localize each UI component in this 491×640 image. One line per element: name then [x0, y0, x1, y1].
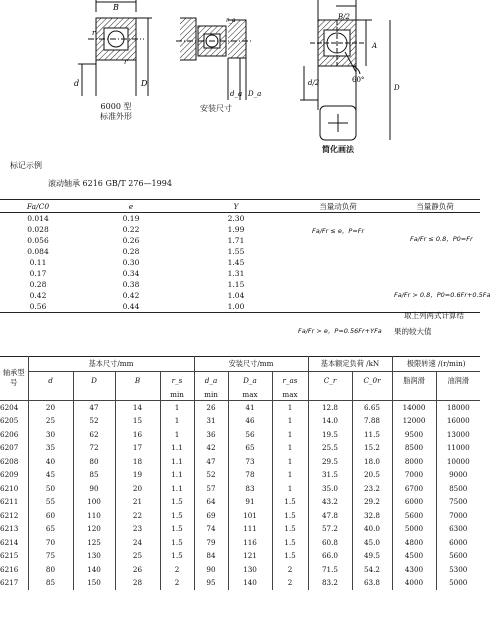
table-cell: 15.2: [352, 441, 392, 455]
load-table-row: [0, 279, 480, 290]
table-cell: 4500: [392, 549, 436, 563]
table-cell: 1.5: [160, 522, 194, 536]
table-cell: 26: [115, 563, 160, 577]
table-cell: 10000: [446, 456, 470, 466]
table-cell: 83.2: [308, 576, 352, 590]
table-cell: 6206: [0, 428, 28, 442]
table-row: [0, 563, 480, 577]
table-cell: 55: [28, 495, 73, 509]
table-cell: 1.5: [272, 549, 308, 563]
table-cell: 70: [28, 536, 73, 550]
table-cell: 69: [194, 509, 228, 523]
cell-e: 0.42: [122, 291, 140, 300]
table-cell: 1: [272, 414, 308, 428]
subheader-unit-4: min: [194, 390, 228, 401]
table-cell: 110: [73, 509, 115, 523]
cell-empty: [286, 268, 390, 279]
table-row: [0, 549, 480, 563]
subheader-8: C_0r: [352, 371, 392, 390]
table-cell: 6700: [392, 482, 436, 496]
table-cell: 1.1: [160, 441, 194, 455]
table-cell: 91: [228, 495, 272, 509]
table-cell: 121: [228, 549, 272, 563]
table-cell: 101: [228, 509, 272, 523]
dyn-formula-2: Fa/Fr > e，P=0.56Fr+YFa: [298, 327, 382, 335]
table-cell: 23.2: [352, 482, 392, 496]
marking-example: 滚动轴承 6216 GB/T 276—1994: [48, 179, 172, 188]
simplified-drawing: [300, 0, 390, 140]
table-cell: 6000: [449, 537, 468, 547]
table-cell: 84: [194, 549, 228, 563]
table-cell: 80: [73, 455, 115, 469]
table-cell: 15: [115, 414, 160, 428]
table-cell: 29.5: [308, 455, 352, 469]
table-cell: 140: [228, 576, 272, 590]
fig1-caption: [88, 102, 144, 122]
table-cell: 19.5: [308, 428, 352, 442]
header-fa-c0: Fa/C0: [0, 200, 76, 213]
table-cell: 1: [160, 414, 194, 428]
table-cell: 2: [160, 576, 194, 590]
table-cell: 6.65: [352, 400, 392, 414]
table-cell: 54.2: [352, 563, 392, 577]
table-cell: 2: [272, 576, 308, 590]
table-cell: 36: [194, 428, 228, 442]
table-cell: 16: [115, 428, 160, 442]
table-cell: 52: [194, 468, 228, 482]
header-speed-limit: 极限转速 /(r/min): [392, 357, 480, 372]
table-cell: 32.8: [352, 509, 392, 523]
table-cell: 63.8: [352, 576, 392, 590]
table-cell: 116: [228, 536, 272, 550]
cell-e: 0.28: [122, 247, 140, 256]
table-cell: 62: [73, 428, 115, 442]
cell-empty: [286, 235, 390, 246]
cell-fa-c0: 0.56: [0, 301, 76, 313]
load-table-row: [0, 268, 480, 279]
table-cell: 24: [115, 536, 160, 550]
cell-empty: [390, 246, 480, 257]
table-cell: 8500: [392, 441, 436, 455]
table-cell: 1.1: [160, 455, 194, 469]
table-cell: 6205: [0, 414, 28, 428]
load-table-row: [0, 257, 480, 268]
table-cell: 1: [160, 400, 194, 414]
cell-y: 1.00: [186, 301, 286, 313]
stat-note-2: 果的较大值: [394, 327, 432, 336]
table-cell: 1: [272, 468, 308, 482]
subheader-1: D: [73, 371, 115, 390]
table-cell: 8500: [449, 483, 468, 493]
table-cell: 41: [228, 400, 272, 414]
table-cell: 100: [73, 495, 115, 509]
table-cell: 1.5: [272, 509, 308, 523]
table-row: [0, 400, 480, 414]
table-cell: 7500: [449, 497, 468, 507]
cell-empty: [390, 257, 480, 268]
table-cell: 65: [228, 441, 272, 455]
table-cell: 1: [272, 482, 308, 496]
table-cell: 45.0: [352, 536, 392, 550]
table-cell: 47.8: [308, 509, 352, 523]
table-cell: 11000: [446, 443, 470, 453]
table-cell: 66.0: [308, 549, 352, 563]
table-cell: 56: [228, 428, 272, 442]
table-cell: 25: [115, 549, 160, 563]
cell-e: 0.44: [76, 301, 186, 313]
table-row: [0, 428, 480, 442]
table-row: [0, 536, 480, 550]
cell-e: 0.34: [122, 269, 140, 278]
table-cell: 95: [194, 576, 228, 590]
label-D-simplified: D: [394, 84, 400, 92]
table-cell: 111: [228, 522, 272, 536]
table-cell: 74: [194, 522, 228, 536]
table-row: [0, 482, 480, 496]
subheader-2: B: [115, 371, 160, 390]
subheader-unit-1: [73, 390, 115, 401]
table-cell: 29.2: [352, 495, 392, 509]
label-60deg: 60°: [352, 76, 365, 84]
table-cell: 28: [115, 576, 160, 590]
table-cell: 7000: [449, 510, 468, 520]
table-cell: 7000: [392, 468, 436, 482]
stat-formula-1: Fa/Fr ≤ 0.8，P0=Fr: [410, 235, 473, 243]
table-cell: 20: [28, 400, 73, 414]
table-cell: 49.5: [352, 549, 392, 563]
subheader-9: 脂润滑: [392, 371, 436, 390]
fig1-caption-line1: 6000 型: [100, 102, 132, 111]
table-cell: 1.5: [160, 509, 194, 523]
table-cell: 5600: [449, 551, 468, 561]
table-cell: 85: [73, 468, 115, 482]
table-row: [0, 509, 480, 523]
fig1-caption-line2: 标准外形: [100, 112, 132, 121]
table-row: [0, 441, 480, 455]
table-cell: 47: [194, 455, 228, 469]
table-cell: 52: [73, 414, 115, 428]
table-cell: 125: [73, 536, 115, 550]
table-cell: 6207: [0, 441, 28, 455]
label-D: D: [141, 79, 148, 88]
header-dynamic-load: 当量动负荷: [286, 200, 390, 213]
cell-fa-c0: 0.084: [27, 247, 49, 256]
subheader-unit-9: [392, 390, 436, 401]
table-cell: 1.5: [272, 536, 308, 550]
table-cell: 43.2: [308, 495, 352, 509]
table-row: [0, 468, 480, 482]
cell-empty: [286, 213, 390, 225]
label-d: d: [74, 79, 80, 88]
cell-y: 1.45: [227, 258, 245, 267]
table-cell: 6215: [0, 549, 28, 563]
cell-empty: [286, 246, 390, 257]
table-cell: 1: [272, 455, 308, 469]
table-cell: 80: [28, 563, 73, 577]
table-cell: 25: [28, 414, 73, 428]
table-cell: 14000: [392, 400, 436, 414]
table-cell: 6214: [0, 536, 28, 550]
table-cell: 85: [28, 576, 73, 590]
marking-heading: 标记示例: [10, 161, 42, 170]
table-cell: 42: [194, 441, 228, 455]
table-cell: 6212: [0, 509, 28, 523]
table-cell: 22: [115, 509, 160, 523]
cell-fa-c0: 0.42: [29, 291, 47, 300]
table-cell: 35: [28, 441, 73, 455]
cell-empty: [286, 301, 390, 313]
table-cell: 60.8: [308, 536, 352, 550]
subheader-7: C_r: [308, 371, 352, 390]
table-cell: 25.5: [308, 441, 352, 455]
table-cell: 50: [28, 482, 73, 496]
table-cell: 14.0: [308, 414, 352, 428]
table-cell: 9000: [449, 470, 468, 480]
subheader-unit-2: [115, 390, 160, 401]
table-cell: 40.0: [352, 522, 392, 536]
table-cell: 1: [272, 441, 308, 455]
table-cell: 5300: [449, 564, 468, 574]
table-cell: 45: [28, 468, 73, 482]
subheader-unit-7: [308, 390, 352, 401]
table-cell: 1: [272, 428, 308, 442]
table-cell: 1.1: [160, 482, 194, 496]
table-cell: 35.0: [308, 482, 352, 496]
table-cell: 71.5: [308, 563, 352, 577]
cell-fa-c0: 0.028: [27, 225, 49, 234]
table-cell: 83: [228, 482, 272, 496]
cell-empty: [286, 257, 390, 268]
cell-fa-c0: 0.014: [27, 214, 49, 223]
cell-y: 1.71: [227, 236, 245, 245]
table-cell: 9500: [392, 428, 436, 442]
load-table-row: [0, 246, 480, 257]
table-cell: 57: [194, 482, 228, 496]
table-cell: 75: [28, 549, 73, 563]
table-cell: 5000: [449, 578, 468, 588]
table-row: [0, 495, 480, 509]
table-cell: 40: [28, 455, 73, 469]
cell-empty: [286, 290, 390, 301]
load-table-row: [0, 224, 480, 235]
table-cell: 47: [73, 400, 115, 414]
table-cell: 79: [194, 536, 228, 550]
stat-note-1: 取上列两式计算结: [404, 311, 464, 320]
table-cell: 23: [115, 522, 160, 536]
load-table-row: [0, 213, 480, 225]
table-row: [0, 522, 480, 536]
table-cell: 1.5: [272, 495, 308, 509]
table-row: [0, 455, 480, 469]
table-cell: 78: [228, 468, 272, 482]
table-cell: 26: [194, 400, 228, 414]
header-static-load: 当量静负荷: [390, 200, 480, 213]
table-cell: 6210: [0, 482, 28, 496]
subheader-4: d_a: [194, 371, 228, 390]
label-ra: r_a: [226, 17, 236, 24]
table-cell: 11.5: [352, 428, 392, 442]
subheader-unit-6: max: [272, 390, 308, 401]
cell-fa-c0: 0.056: [27, 236, 49, 245]
cell-empty: [390, 268, 480, 279]
table-cell: 20: [115, 482, 160, 496]
table-cell: 6217: [0, 576, 28, 590]
cell-fa-c0: 0.11: [29, 258, 47, 267]
stat-formula-2: Fa/Fr > 0.8，P0=0.6Fr+0.5Fa: [394, 291, 491, 299]
label-Da: D_a: [248, 90, 262, 98]
table-cell: 19: [115, 468, 160, 482]
cell-empty: [390, 213, 480, 225]
label-B: B: [113, 3, 119, 12]
cell-e: 0.22: [122, 225, 140, 234]
cell-y: 1.15: [227, 280, 245, 289]
table-cell: 130: [73, 549, 115, 563]
table-cell: 120: [73, 522, 115, 536]
table-cell: 1.5: [272, 522, 308, 536]
table-row: [0, 414, 480, 428]
table-cell: 6208: [0, 455, 28, 469]
table-cell: 64: [194, 495, 228, 509]
label-da: d_a: [230, 90, 243, 98]
header-y: Y: [186, 200, 286, 213]
table-cell: 7.88: [352, 414, 392, 428]
table-cell: 6216: [0, 563, 28, 577]
table-cell: 6209: [0, 468, 28, 482]
label-B2: B/2: [338, 13, 350, 21]
table-cell: 1: [160, 428, 194, 442]
table-cell: 17: [115, 441, 160, 455]
label-r: r: [92, 29, 96, 37]
table-cell: 150: [73, 576, 115, 590]
table-cell: 73: [228, 455, 272, 469]
table-cell: 18: [115, 455, 160, 469]
table-cell: 6300: [449, 524, 468, 534]
table-cell: 1.1: [160, 468, 194, 482]
table-cell: 4800: [392, 536, 436, 550]
table-cell: 140: [73, 563, 115, 577]
table-cell: 4000: [392, 576, 436, 590]
table-cell: 65: [28, 522, 73, 536]
table-row: [0, 576, 480, 590]
table-cell: 5600: [392, 509, 436, 523]
table-cell: 31.5: [308, 468, 352, 482]
header-basic-dimensions: 基本尺寸/mm: [28, 357, 194, 372]
fig2-caption: 安装尺寸: [200, 104, 232, 113]
cell-y: 1.55: [227, 247, 245, 256]
subheader-unit-5: max: [228, 390, 272, 401]
table-cell: 20.5: [352, 468, 392, 482]
table-cell: 1.5: [160, 536, 194, 550]
table-cell: 18000: [446, 402, 470, 412]
table-cell: 130: [228, 563, 272, 577]
subheader-10: 油润滑: [447, 375, 470, 385]
table-cell: 14: [115, 400, 160, 414]
dyn-formula-1: Fa/Fr ≤ e，P=Fr: [312, 227, 365, 235]
label-d2: d/2: [308, 79, 320, 87]
load-table-row: [0, 235, 480, 246]
subheader-unit-8: [352, 390, 392, 401]
fig3-caption: 简化画法: [322, 144, 354, 154]
table-cell: 60: [28, 509, 73, 523]
subheader-6: r_as: [272, 371, 308, 390]
table-cell: 6213: [0, 522, 28, 536]
bearing-dimension-table: [0, 356, 480, 590]
header-install-dimensions: 安装尺寸/mm: [194, 357, 308, 372]
cell-e: 0.19: [122, 214, 140, 223]
table-cell: 1.5: [160, 495, 194, 509]
cell-fa-c0: 0.28: [29, 280, 47, 289]
table-cell: 30: [28, 428, 73, 442]
table-cell: 31: [194, 414, 228, 428]
subheader-3: r_s: [160, 371, 194, 390]
label-r-2: r: [124, 58, 128, 66]
cell-y: 1.31: [227, 269, 245, 278]
table-cell: 21: [115, 495, 160, 509]
header-e: e: [76, 200, 186, 213]
table-cell: 57.2: [308, 522, 352, 536]
cell-y: 2.30: [227, 214, 245, 223]
subheader-unit-0: [28, 390, 73, 401]
subheader-unit-10: [436, 390, 480, 401]
header-rated-load: 基本额定负荷 /kN: [308, 357, 392, 372]
table-cell: 8000: [392, 455, 436, 469]
bearing-figures: [0, 0, 480, 160]
cell-fa-c0: 0.17: [29, 269, 47, 278]
subheader-5: D_a: [228, 371, 272, 390]
cell-e: 0.30: [122, 258, 140, 267]
table-cell: 16000: [446, 416, 470, 426]
table-cell: 2: [160, 563, 194, 577]
table-cell: 6211: [0, 495, 28, 509]
installation-drawing: [176, 18, 252, 100]
label-A: A: [372, 42, 378, 50]
cell-y: 1.04: [227, 291, 245, 300]
table-cell: 12000: [392, 414, 436, 428]
table-cell: 13000: [446, 429, 470, 439]
table-cell: 18.0: [352, 455, 392, 469]
cell-y: 1.99: [227, 225, 245, 234]
table-cell: 12.8: [308, 400, 352, 414]
cell-e: 0.38: [122, 280, 140, 289]
subheader-unit-3: min: [160, 390, 194, 401]
table-cell: 90: [194, 563, 228, 577]
header-bearing-code: 轴承型号: [0, 357, 28, 401]
table-cell: 90: [73, 482, 115, 496]
table-cell: 6204: [0, 400, 28, 414]
table-cell: 4300: [392, 563, 436, 577]
subheader-0: d: [28, 371, 73, 390]
table-cell: 72: [73, 441, 115, 455]
cell-empty: [390, 279, 480, 290]
table-cell: 1: [272, 400, 308, 414]
table-cell: 2: [272, 563, 308, 577]
table-cell: 46: [228, 414, 272, 428]
cell-empty: [286, 279, 390, 290]
table-cell: 5000: [392, 522, 436, 536]
table-cell: 1.5: [160, 549, 194, 563]
cell-e: 0.26: [122, 236, 140, 245]
table-cell: 6000: [392, 495, 436, 509]
